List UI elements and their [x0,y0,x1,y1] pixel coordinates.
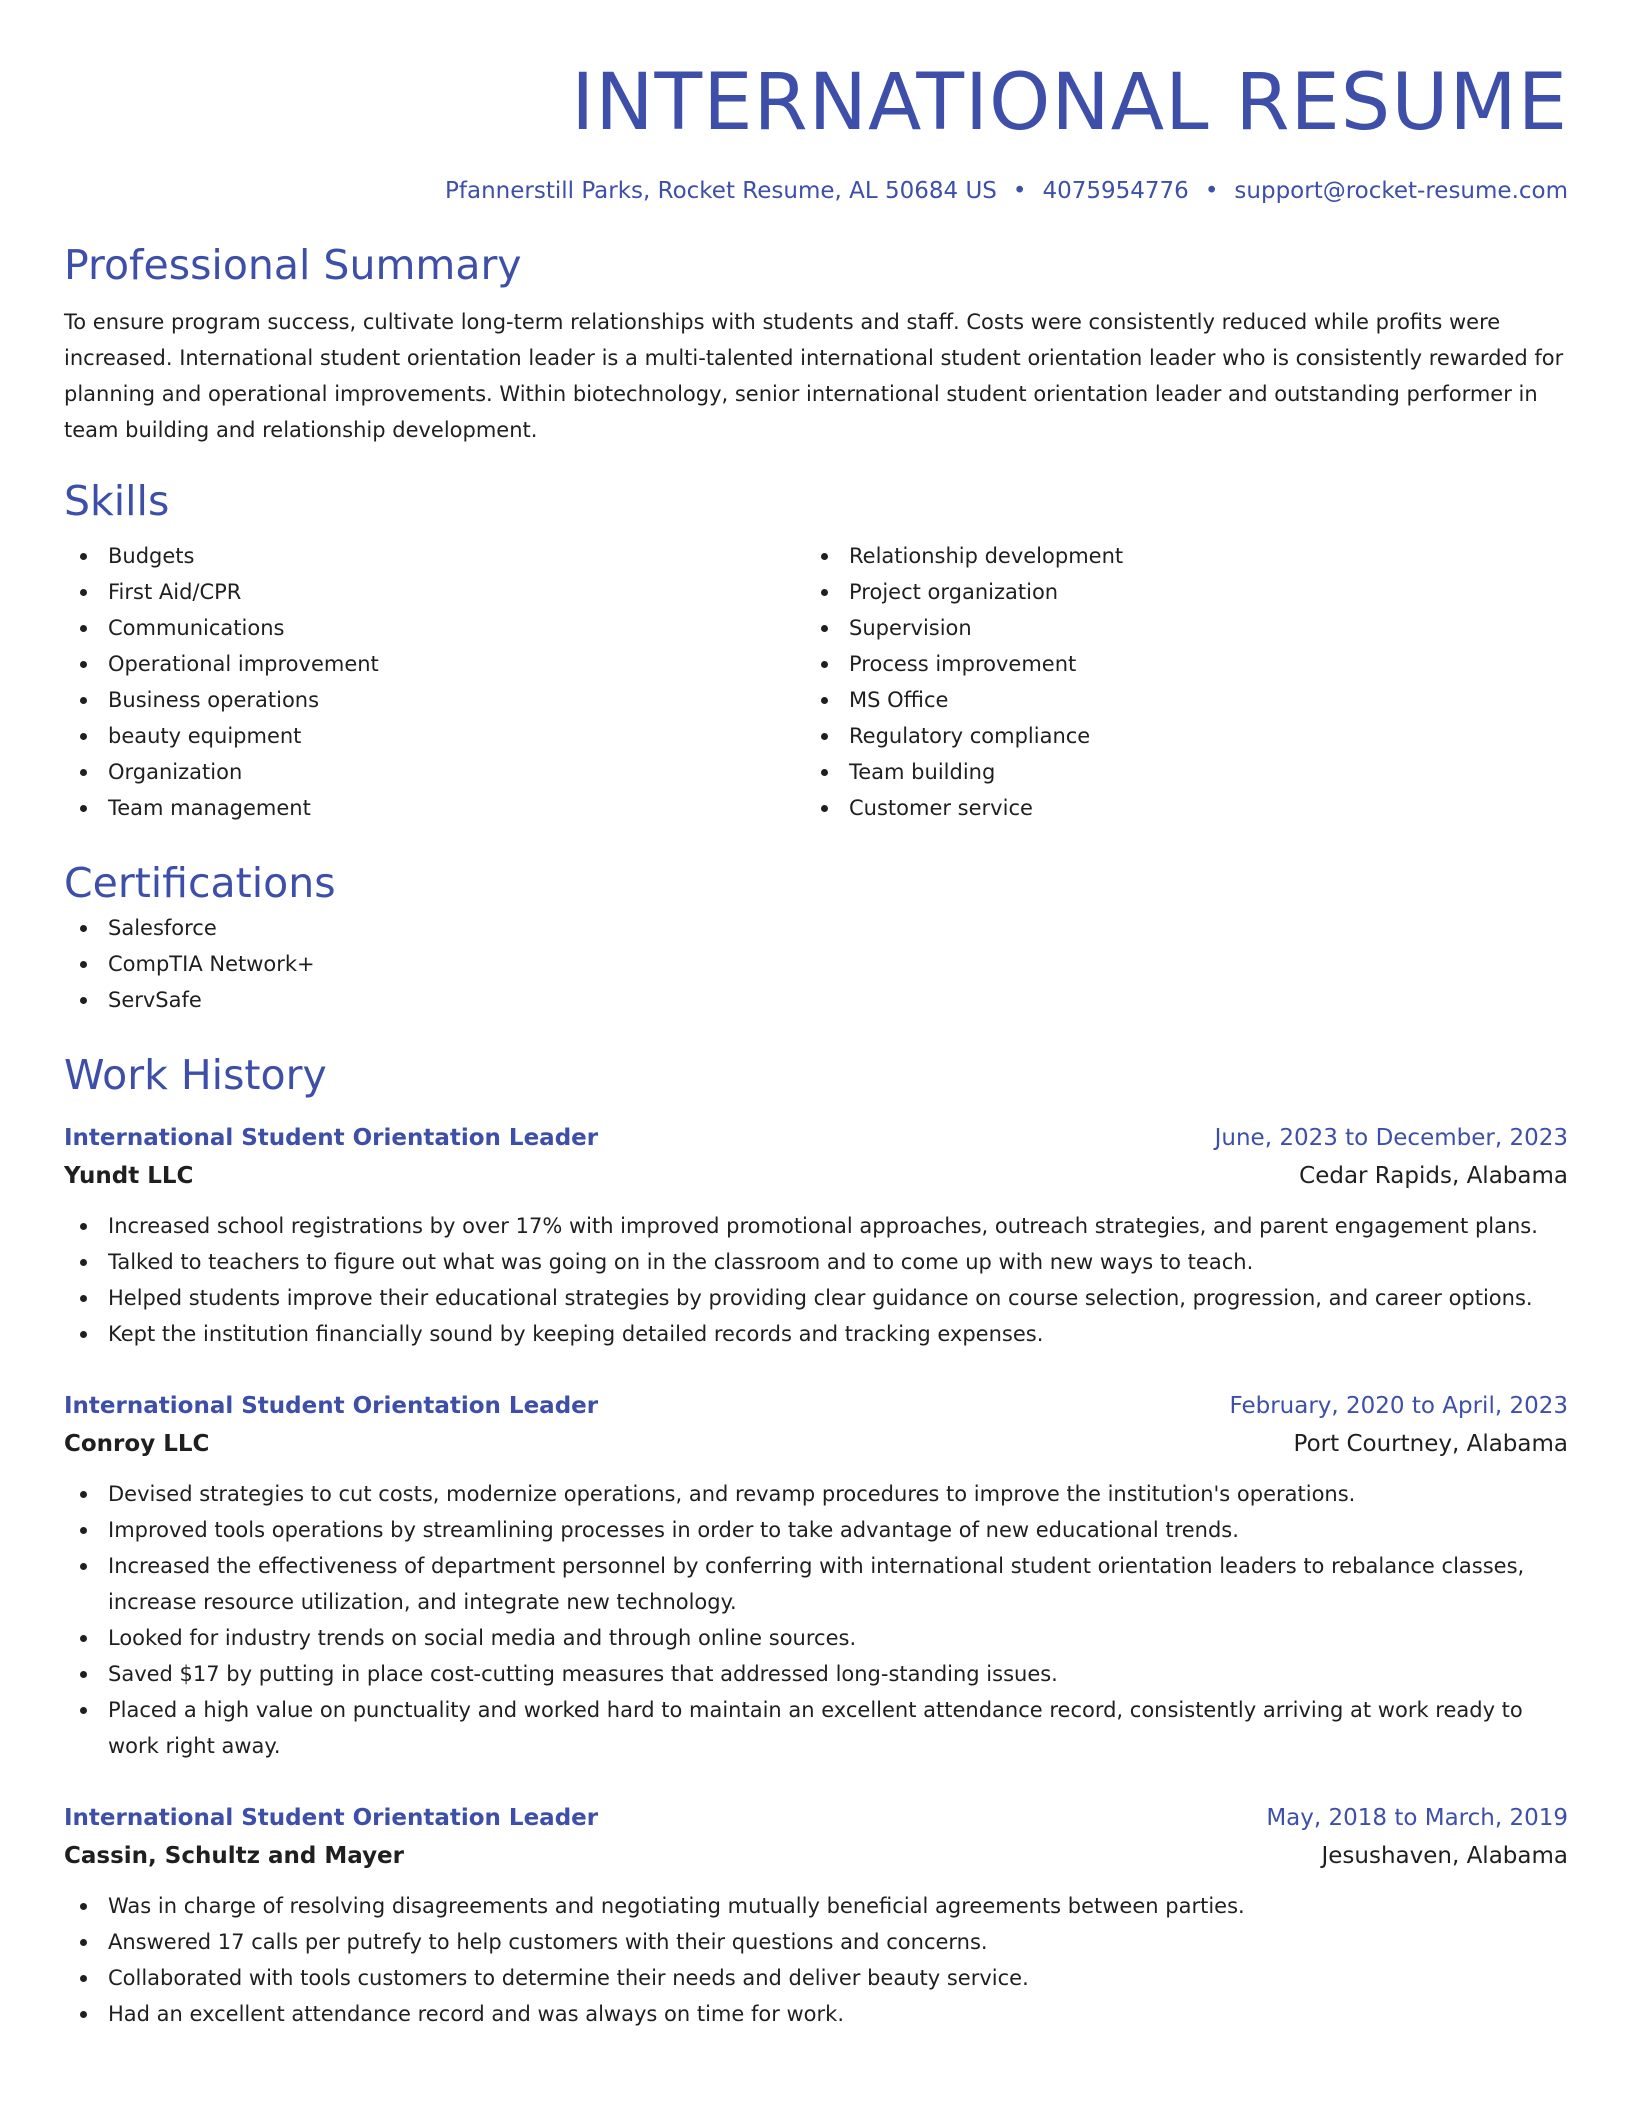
certification-item: ServSafe [64,982,1568,1018]
job-header-row [64,1388,1568,1424]
job-bullet: Saved $17 by putting in place cost-cutting measures that addressed long-standing issues. [64,1656,1568,1692]
skill-item: MS Office [805,682,1546,718]
skills-list-left [64,538,805,826]
contact-separator: • [1204,178,1219,204]
skills-section [64,474,1568,826]
job-bullets [64,1888,1568,2032]
job-bullet: Increased the effectiveness of department personnel by conferring with international student orientation leaders to rebalance classes, increase resource utilization, and integrate new technology. [64,1548,1568,1620]
job-location: Cedar Rapids, Alabama [1299,1163,1568,1189]
contact-phone: 4075954776 [1042,178,1189,204]
skill-item: First Aid/CPR [64,574,805,610]
job-bullets [64,1476,1568,1764]
certifications-list [64,910,1568,1018]
job-bullet: Improved tools operations by streamlining processes in order to take advantage of new educational trends. [64,1512,1568,1548]
skill-item: Team management [64,790,805,826]
skills-heading: Skills [64,477,170,525]
work-history-heading: Work History [64,1051,327,1099]
skill-item: Organization [64,754,805,790]
job-bullet: Helped students improve their educational strategies by providing clear guidance on course selection, progression, and career options. [64,1280,1568,1316]
job-company-row [64,1424,1568,1464]
job-bullet: Increased school registrations by over 17% with improved promotional approaches, outreach strategies, and parent engagement plans. [64,1208,1568,1244]
job-entry [64,1388,1568,1764]
job-company: Yundt LLC [64,1163,194,1189]
job-title: International Student Orientation Leader [64,1393,599,1419]
job-dates: June, 2023 to December, 2023 [1214,1125,1568,1151]
contact-address: Pfannerstill Parks, Rocket Resume, AL 50684 US [445,178,997,204]
contact-email: support@rocket-resume.com [1234,178,1568,204]
skill-item: beauty equipment [64,718,805,754]
skill-item: Budgets [64,538,805,574]
skill-item: Operational improvement [64,646,805,682]
certification-item: CompTIA Network+ [64,946,1568,982]
job-bullet: Kept the institution financially sound by keeping detailed records and tracking expenses. [64,1316,1568,1352]
skill-item: Communications [64,610,805,646]
job-bullet: Looked for industry trends on social media and through online sources. [64,1620,1568,1656]
skill-item: Customer service [805,790,1546,826]
job-header-row [64,1800,1568,1836]
contact-line [64,174,1568,208]
job-bullet: Collaborated with tools customers to determine their needs and deliver beauty service. [64,1960,1568,1996]
job-bullets [64,1208,1568,1352]
job-company-row [64,1156,1568,1196]
work-history-section [64,1048,1568,2032]
job-dates: February, 2020 to April, 2023 [1229,1393,1568,1419]
job-company: Conroy LLC [64,1431,210,1457]
certification-item: Salesforce [64,910,1568,946]
job-company-row [64,1836,1568,1876]
job-company: Cassin, Schultz and Mayer [64,1843,405,1869]
skills-grid [64,538,1568,826]
skill-item: Business operations [64,682,805,718]
job-bullet: Devised strategies to cut costs, modernize operations, and revamp procedures to improve the institution's operations. [64,1476,1568,1512]
contact-separator: • [1012,178,1027,204]
job-bullet: Was in charge of resolving disagreements and negotiating mutually beneficial agreements between parties. [64,1888,1568,1924]
job-bullet: Had an excellent attendance record and was always on time for work. [64,1996,1568,2032]
job-location: Jesushaven, Alabama [1321,1843,1568,1869]
skill-item: Project organization [805,574,1546,610]
job-bullet: Placed a high value on punctuality and worked hard to maintain an excellent attendance record, consistently arriving at work ready to work right away. [64,1692,1568,1764]
resume-header [64,50,1568,208]
summary-heading: Professional Summary [64,241,522,289]
certifications-heading: Certifications [64,859,336,907]
job-dates: May, 2018 to March, 2019 [1266,1805,1568,1831]
skill-item: Relationship development [805,538,1546,574]
summary-section [64,238,1568,448]
job-title: International Student Orientation Leader [64,1805,599,1831]
job-bullet: Answered 17 calls per putrefy to help customers with their questions and concerns. [64,1924,1568,1960]
skill-item: Supervision [805,610,1546,646]
job-bullet: Talked to teachers to figure out what was going on in the classroom and to come up with new ways to teach. [64,1244,1568,1280]
job-entry [64,1120,1568,1352]
job-location: Port Courtney, Alabama [1293,1431,1568,1457]
resume-name: INTERNATIONAL RESUME [571,58,1568,148]
skill-item: Regulatory compliance [805,718,1546,754]
skill-item: Process improvement [805,646,1546,682]
skill-item: Team building [805,754,1546,790]
certifications-section [64,856,1568,1018]
summary-text: To ensure program success, cultivate long-term relationships with students and staff. Costs were consistently reduced while profits were increased. International student orientation leader is a multi-talented international student orientation leader who is consistently rewarded for planning and operational improvements. Within biotechnology, senior international student orientation leader and outstanding performer in team building and relationship development. [64,310,1564,442]
job-header-row [64,1120,1568,1156]
job-title: International Student Orientation Leader [64,1125,599,1151]
job-entry [64,1800,1568,2032]
skills-list-right [805,538,1546,826]
